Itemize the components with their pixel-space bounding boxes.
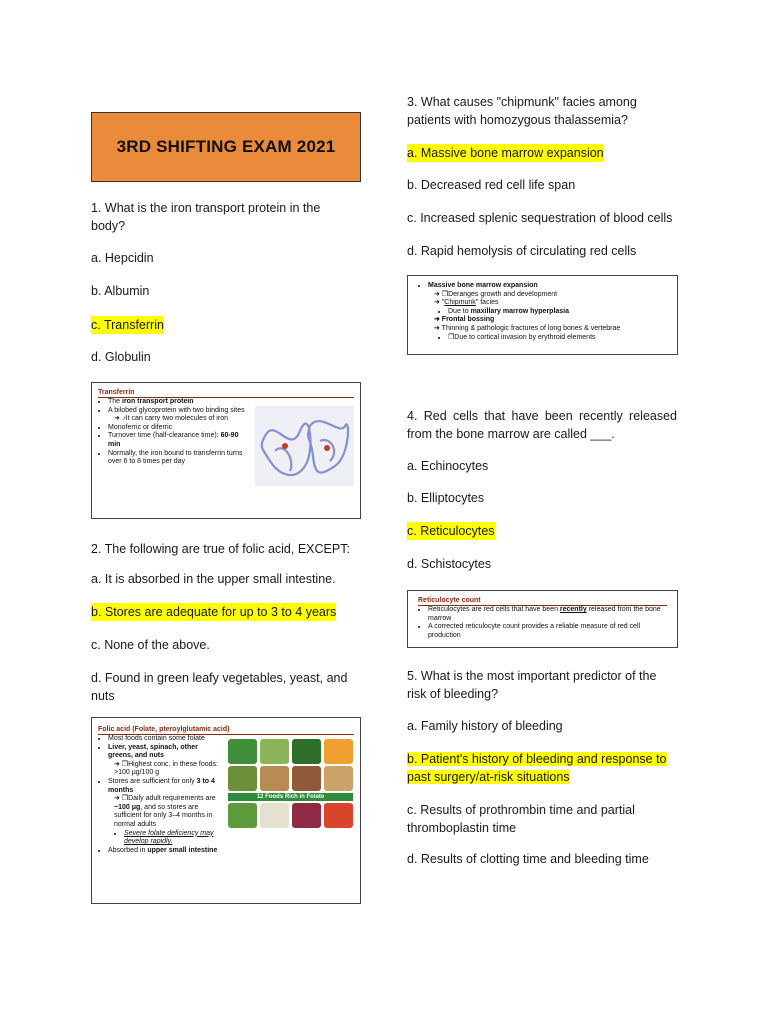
q5-question: 5. What is the most important predictor of the risk of bleeding? xyxy=(407,669,657,701)
q4-option-a: a. Echinocytes xyxy=(407,459,489,473)
q5-option-d: d. Results of clotting time and bleeding time xyxy=(407,852,649,866)
food-okra xyxy=(228,803,257,828)
reticulocyte-note-heading: Reticulocyte count xyxy=(418,597,667,606)
q1-question: 1. What is the iron transport protein in the body? xyxy=(91,201,321,233)
food-lentils xyxy=(324,766,353,791)
q2-option-d: d. Found in green leafy vegetables, yeast, and nuts xyxy=(91,671,348,703)
q3-option-a-answer: a. Massive bone marrow expansion xyxy=(407,146,604,160)
food-beets xyxy=(292,803,321,828)
food-broccoli xyxy=(292,739,321,764)
transferrin-note-heading: Transferrin xyxy=(98,389,354,398)
food-beans xyxy=(292,766,321,791)
food-bell-peppers xyxy=(324,803,353,828)
q4-option-c-answer: c. Reticulocytes xyxy=(407,524,495,538)
q1-option-d: d. Globulin xyxy=(91,350,151,364)
q2-option-b-answer: b. Stores are adequate for up to 3 to 4 years xyxy=(91,605,337,619)
exam-title-banner xyxy=(91,112,361,182)
q5-option-b-highlight: b. Patient's history of bleeding and response to past surgery/at-risk situations xyxy=(407,752,667,784)
food-citrus xyxy=(324,739,353,764)
q5-option-a: a. Family history of bleeding xyxy=(407,719,563,733)
folate-foods-infographic xyxy=(228,739,353,855)
food-cauliflower xyxy=(260,803,289,828)
thalassemia-note-text: • Massive bone marrow expansion ➜ ❒Deranges growth and development ➜ "Chipmunk" facies • Due to maxillary marrow hyperplasia ➜ Frontal bossing ➜ Thinning & pathologic fractures of long bones & vertebrae • ❒Due to cortical invasion by erythroid elements xyxy=(418,282,667,342)
folate-note-text: • Most foods contain some folate • Liver, yeast, spinach, other greens, and nuts ➜ ❒Highest conc. in these foods: >100 μg/100 g • Stores are sufficient for only 3 to 4 months ➜ ❒Daily adult requirements are ~100 μg, and so stores are sufficient for only 3–4 months in normal adults • Severe folate deficiency may develop rapidly. • Absorbed in upper small intestine xyxy=(98,735,222,855)
transferrin-note-text: • The iron transport protein • A bilobed glycoprotein with two binding sites ➜ ⍻It can carry two molecules of iron • Monoferric or diferric • Turnover time (half-clearance time): 60-90 min • Normally, the iron bound to transferrin turns over 6 to 8 times per day xyxy=(98,398,249,486)
q1-option-a: a. Hepcidin xyxy=(91,251,154,265)
q3-option-c: c. Increased splenic sequestration of blood cells xyxy=(407,211,673,225)
folate-foods-banner: 12 Foods Rich in Folate xyxy=(228,793,353,801)
folate-note-heading: Folic acid (Folate, pteroylglutamic acid) xyxy=(98,726,354,735)
q4-option-b: b. Elliptocytes xyxy=(407,491,485,505)
q4-question: 4. Red cells that have been recently released from the bone marrow are called ___. xyxy=(407,409,677,441)
q2-option-a: a. It is absorbed in the upper small intestine. xyxy=(91,572,336,586)
q3-option-d: d. Rapid hemolysis of circulating red cells xyxy=(407,244,637,258)
exam-title: 3RD SHIFTING EXAM 2021 xyxy=(116,137,336,156)
folate-note-image xyxy=(91,717,361,904)
thalassemia-note-image xyxy=(407,275,678,355)
food-avocado xyxy=(228,766,257,791)
q3-option-b: b. Decreased red cell life span xyxy=(407,178,576,192)
q1-option-c-answer: c. Transferrin xyxy=(91,318,164,332)
food-asparagus xyxy=(260,739,289,764)
q3-question: 3. What causes "chipmunk" facies among patients with homozygous thalassemia? xyxy=(407,95,637,127)
q4-option-d: d. Schistocytes xyxy=(407,557,492,571)
q5-option-c: c. Results of prothrombin time and partial thromboplastin time xyxy=(407,803,635,835)
transferrin-note-image xyxy=(91,382,361,519)
q1-option-b: b. Albumin xyxy=(91,284,150,298)
reticulocyte-note-text: • Reticulocytes are red cells that have been recently released from the bone marrow • A corrected reticulocyte count provides a reliable measure of red cell production xyxy=(418,606,667,640)
q2-question: 2. The following are true of folic acid, EXCEPT: xyxy=(91,542,350,556)
protein-structure-illustration xyxy=(255,406,354,486)
q2-option-c: c. None of the above. xyxy=(91,638,210,652)
food-leafy-greens xyxy=(228,739,257,764)
reticulocyte-note-image xyxy=(407,590,678,648)
food-seeds-nuts xyxy=(260,766,289,791)
q5-option-b-answer xyxy=(407,750,679,786)
